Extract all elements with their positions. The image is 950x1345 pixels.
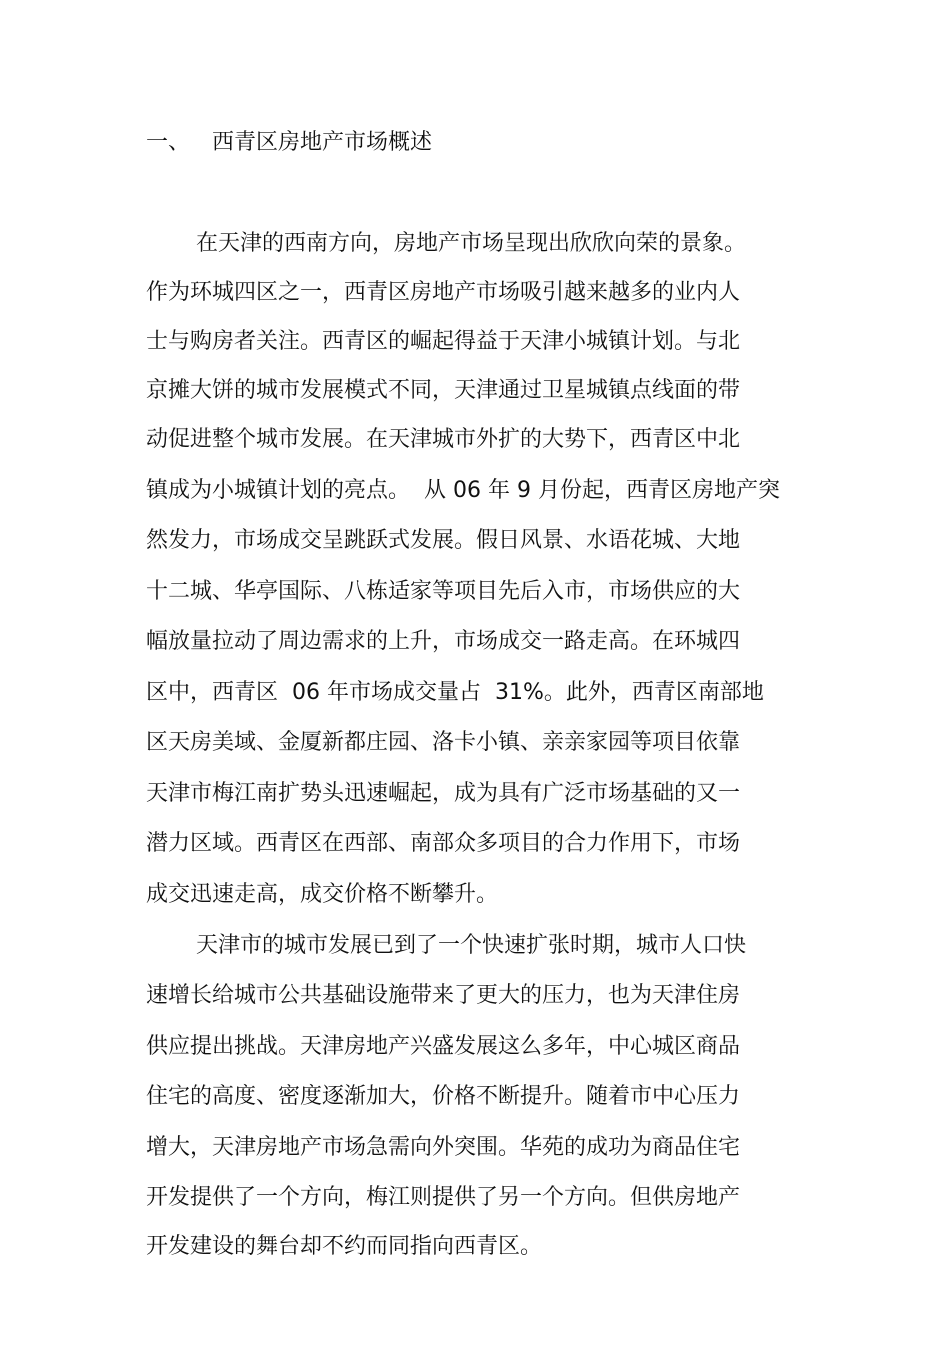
paragraph-1-line-2: 作为环城四区之一，西青区房地产市场吸引越来越多的业内人: [146, 280, 741, 305]
paragraph-1-line-10: 区中，西青区 06 年市场成交量占 31%。此外，西青区南部地: [146, 680, 764, 705]
section-title: 西青区房地产市场概述: [212, 130, 433, 155]
paragraph-1-line-9: 幅放量拉动了周边需求的上升，市场成交一路走高。在环城四: [146, 629, 741, 654]
paragraph-2-line-5: 增大，天津房地产市场急需向外突围。华苑的成功为商品住宅: [146, 1135, 741, 1160]
paragraph-1-line-5: 动促进整个城市发展。在天津城市外扩的大势下，西青区中北: [146, 427, 741, 452]
paragraph-2-line-6: 开发提供了一个方向，梅江则提供了另一个方向。但供房地产: [146, 1185, 741, 1210]
paragraph-1-line-13: 潜力区域。西青区在西部、南部众多项目的合力作用下，市场: [146, 831, 741, 856]
paragraph-2-line-3: 供应提出挑战。天津房地产兴盛发展这么多年，中心城区商品: [146, 1034, 741, 1059]
paragraph-1-line-11: 区天房美域、金厦新都庄园、洛卡小镇、亲亲家园等项目依靠: [146, 730, 741, 755]
paragraph-2-line-2: 速增长给城市公共基础设施带来了更大的压力，也为天津住房: [146, 983, 741, 1008]
paragraph-1-line-3: 士与购房者关注。西青区的崛起得益于天津小城镇计划。与北: [146, 329, 741, 354]
paragraph-1-line-12: 天津市梅江南扩势头迅速崛起，成为具有广泛市场基础的又一: [146, 781, 741, 806]
paragraph-1-line-1: 在天津的西南方向，房地产市场呈现出欣欣向荣的景象。: [196, 231, 747, 256]
paragraph-1-line-7: 然发力，市场成交呈跳跃式发展。假日风景、水语花城、大地: [146, 528, 741, 553]
paragraph-2-line-1: 天津市的城市发展已到了一个快速扩张时期，城市人口快: [196, 933, 747, 958]
section-number: 一、: [146, 130, 191, 155]
paragraph-1-line-6: 镇成为小城镇计划的亮点。 从 06 年 9 月份起，西青区房地产突: [146, 478, 780, 503]
paragraph-1-line-8: 十二城、华亭国际、八栋适家等项目先后入市，市场供应的大: [146, 579, 741, 604]
paragraph-2-line-4: 住宅的高度、密度逐渐加大，价格不断提升。随着市中心压力: [146, 1084, 741, 1109]
section-heading: [146, 128, 432, 158]
paragraph-1-line-14: 成交迅速走高，成交价格不断攀升。: [146, 882, 499, 907]
paragraph-2-line-7: 开发建设的舞台却不约而同指向西青区。: [146, 1234, 543, 1259]
paragraph-1-line-4: 京摊大饼的城市发展模式不同，天津通过卫星城镇点线面的带: [146, 378, 741, 403]
